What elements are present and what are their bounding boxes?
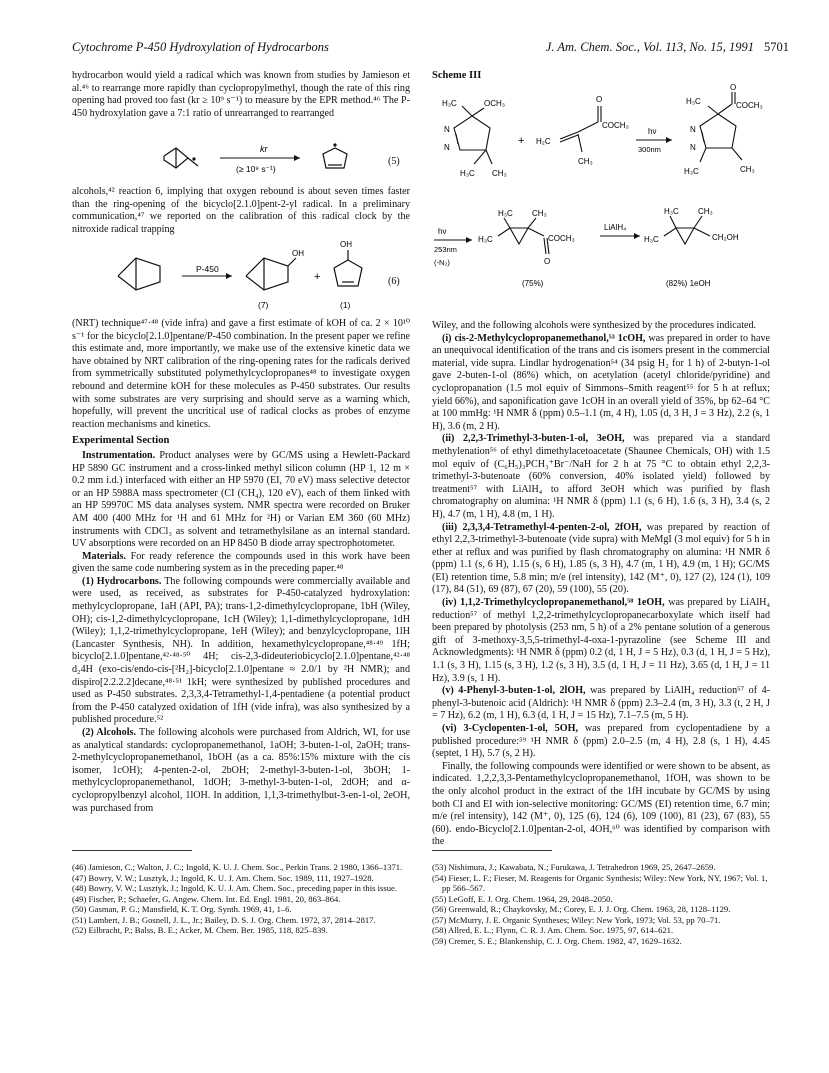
chem-label: O: [730, 84, 737, 92]
compound-number-7: (7): [258, 300, 269, 310]
run-in-heading: Materials.: [82, 550, 127, 562]
section-heading: Experimental Section: [72, 435, 170, 447]
hydroxyl-label: OH: [340, 240, 352, 249]
paragraph: Finally, the following compounds were identified or were shown to be absent, as indicated. 1,2,2,3,3-Pentamethylcyclopropanemethanol, 1fOH, was shown to be the only alcohol product in the extract of the 1fH incubate by GC/MS by using both CI and EI with ion-selective monitoring: GC/MS (EI) retention time, 6.7 min; m/e (rel intensity), 142 (M⁺, 0), 125 (6), 124 (6), 109 (100), 81 (23), 67 (83), 55 (60). endo-Bicyclo[2.1.0]pentan-2-ol, 4OH,⁶⁰ was identified by comparison with the: [432, 760, 770, 848]
hydrocarbons-paragraph: [72, 576, 410, 727]
paragraph-text: was prepared in order to have an unequivocal identification of the trans and cis isomers present in the commercial material, vide supra. Lindlar hydrogenation⁵⁴ (34 psig H₂ for 1 h) of 2-butyn-1-ol gave 2-buten-1-ol (86%) which, on acetylation (acetyl chloride/pyridine) and cyclopropanation (1.5 mol equiv of Simmons–Smith reagent⁵⁵ for 5 h at reflux; yield 66%), and saponification gave 1cOH in an overall yield of 35%, bp 62–64 °C at 100 mmHg: ¹H NMR δ (ppm) 0.5–1.1 (m, 4 H), 1.05 (d, 3 H, J = 3 Hz), 2.2 (s, 1 H), 3.6 (m, 2 H).: [432, 332, 770, 432]
chem-label: H₃C: [442, 99, 457, 108]
condition-label: hν: [648, 127, 657, 136]
intro-paragraph-3: [72, 318, 410, 815]
chem-label: OCH₃: [484, 99, 506, 108]
synthesis-v: [432, 685, 770, 723]
reference-item: (53) Nishimura, J.; Kawabata, N.; Furukawa, J. Tetrahedron 1969, 25, 2647–2659.: [432, 862, 716, 872]
equation-6-scheme: [100, 236, 400, 316]
arrowhead: [666, 137, 672, 143]
arrowhead: [294, 155, 300, 161]
scheme-iii-figure: [432, 84, 772, 312]
paragraph: Wiley, and the following alcohols were synthesized by the procedures indicated.: [432, 320, 757, 331]
arrowhead: [466, 237, 472, 243]
radical-dot: [192, 157, 195, 160]
reagent-p450-label: P-450: [196, 264, 219, 274]
running-title: Cytochrome P-450 Hydroxylation of Hydrocarbons: [72, 40, 329, 54]
alcohols-paragraph: [72, 727, 410, 815]
chem-label: H₃C: [644, 235, 659, 244]
reference-item: (51) Lambert, J. B.; Gosnell, J. L., Jr.; Bailey, D. S. J. Org. Chem. 1972, 37, 2814–2817.: [72, 914, 376, 925]
references-right: [432, 862, 770, 946]
reference-item: (56) Greenwald, R.; Chaykovsky, M.; Corey, E. J. J. Org. Chem. 1963, 28, 1128–1129.: [432, 904, 731, 914]
reference-item: (48) Bowry, V. W.; Lusztyk, J.; Ingold, K. U. J. Am. Chem. Soc., preceding paper in this issue.: [72, 883, 397, 893]
paragraph: (NRT) technique⁴⁷·⁴⁸ (vide infra) and gave a first estimate of kOH of ca. 2 × 10¹⁰ s⁻¹ for the bicyclo[2.1.0]pentane/P-450 combination. In the present paper we refine this estimate and, more importantly, we make use of the extensive kinetic data we have obtained by NRT calibration of the ring-opening rates for the radicals derived from symmetrically substituted polymethylcyclopropanes⁴⁸ to investigate oxygen rebound and determine kOH for these molecules as P-450 substrates. Our results with some substrates are very surprising and should serve as a warning which, hopefully, will prevent the uncritical use of radical clocks as probes of enzyme reaction mechanisms and kinetics.: [72, 318, 410, 430]
run-in-heading: (iv) 1,1,2-Trimethylcyclopropanemethanol,⁵⁸ 1eOH,: [442, 597, 665, 609]
reference-item: (58) Allred, E. L.; Flynn, C. R. J. Am. Chem. Soc. 1975, 97, 614–621.: [432, 925, 674, 935]
chem-label: O: [596, 95, 603, 104]
arrowhead: [634, 233, 640, 239]
paragraph-text: For ready reference the compounds used in this work have been given the same code numbering system as in the preceding paper.⁴⁸: [72, 550, 410, 575]
equation-number-6: (6): [388, 276, 400, 287]
radical-dot: [333, 143, 336, 146]
journal-name: J. Am. Chem. Soc., Vol. 113, No. 15, 1991: [545, 40, 754, 54]
run-in-heading: (iii) 2,3,3,4-Tetramethyl-4-penten-2-ol, 2fOH,: [442, 521, 642, 533]
reference-item: (46) Jamieson, C.; Walton, J. C.; Ingold, K. U. J. Chem. Soc., Perkin Trans. 2 1980, 1366–1371.: [72, 862, 403, 872]
instrumentation-paragraph: [72, 450, 410, 551]
equation-5-scheme: [150, 138, 420, 184]
intro-paragraph-2: [72, 186, 410, 236]
condition-label: 300nm: [638, 145, 661, 154]
page-number: 5701: [764, 40, 789, 54]
yield-label: (75%): [522, 279, 544, 288]
plus-sign: +: [314, 271, 321, 283]
compound-number-1: (1): [340, 300, 351, 310]
run-in-heading: (1) Hydrocarbons.: [82, 575, 162, 587]
paragraph: hydrocarbon would yield a radical which was known from studies by Jamieson et al.⁴⁶ to rearrange more rapidly than cyclopropylmethyl, though the rate of this ring opening had proved too fast (kr ≥ 10⁹ s⁻¹) to measure by the EPR method.⁴⁶ The P-450 hydroxylation gave a 7:1 ratio of unrearranged to rearranged: [72, 70, 410, 119]
synthesis-i: [432, 333, 770, 434]
run-in-heading: (i) cis-2-Methylcyclopropanemethanol,⁵³ 1cOH,: [442, 332, 646, 344]
cyclopropylmethanol-structure: [664, 216, 710, 244]
run-in-heading: (v) 4-Phenyl-3-buten-1-ol, 2lOH,: [442, 685, 586, 697]
chem-label: N: [444, 125, 450, 134]
synthesis-iv: [432, 597, 770, 685]
chem-label: H₃C: [498, 209, 513, 218]
plus-sign: +: [518, 135, 525, 147]
chem-label: CH₃: [578, 157, 593, 166]
chem-label: H₂C: [536, 137, 551, 146]
chem-label: H₃C: [478, 235, 493, 244]
reagent-label: LiAlH₄: [604, 223, 627, 232]
run-in-heading: (ii) 2,2,3-Trimethyl-3-buten-1-ol, 3eOH,: [442, 433, 625, 445]
reference-item: (49) Fischer, P.; Schaefer, G. Angew. Chem. Int. Ed. Engl. 1981, 20, 863–864.: [72, 893, 341, 904]
intro-paragraph-1: [72, 70, 410, 120]
chem-label: CH₃: [532, 209, 547, 218]
chem-label: N: [690, 143, 696, 152]
journal-citation: [546, 40, 789, 55]
chem-label: CH₃: [698, 207, 713, 216]
paragraph-text: The following alcohols were purchased from Aldrich, WI, for use as analytical standards: cyclopropanemethanol, 1aOH; 3-buten-1-ol, 2aOH; trans-2-methylcyclopropanemethanol, 1bOH (as a ca. 85%:15% mixture with the cis isomer, 1cOH); 4-penten-2-ol, 2bOH; 2-methyl-3-buten-1-ol, 3bOH; 1-methylcyclopropanemethanol, 1dOH; 3-methyl-3-buten-1-ol, 2dOH; and α-cyclopropylbenzyl alcohol, 1lOH. In addition, 1,1,3-trimethylbut-3-en-1-ol, 2eOH, was purchased from: [72, 727, 410, 814]
reference-item: (50) Gasman, P. G.; Mansfield, K. T. Org. Synth. 1969, 41, 1–6.: [72, 904, 292, 914]
condition-label: 253nm: [434, 245, 457, 254]
chem-label: CH₃: [740, 165, 755, 174]
paragraph-text: was prepared from cyclopentadiene by a published procedure:⁵⁹ ¹H NMR δ (ppm) 2.0–2.5 (m, 4 H), 2.8 (s, 1 H), 4.45 (septet, 1 H), 5.7 (s, 2 H).: [432, 723, 770, 760]
chem-label: CH₃: [492, 169, 507, 178]
cyclopropyl-ketone-structure: [498, 218, 549, 254]
condition-label: (-N₂): [434, 258, 450, 267]
chem-label: O: [544, 257, 551, 266]
scheme-title: Scheme III: [432, 70, 482, 81]
chem-label: H₃C: [664, 207, 679, 216]
chem-label: H₃C: [684, 167, 699, 176]
arrowhead: [226, 273, 232, 279]
cyclopentenylmethyl-radical-structure: [323, 148, 347, 168]
chem-label: H₃C: [686, 97, 701, 106]
equation-number-5: (5): [388, 156, 400, 167]
materials-paragraph: [72, 551, 410, 576]
bicyclopentanol-structure: [246, 258, 296, 290]
yield-label: (82%) 1eOH: [666, 279, 711, 288]
chem-label: COCH₃: [602, 121, 629, 130]
synthesis-vi: [432, 723, 770, 761]
paragraph-text: was prepared via a standard methylenation⁵⁶ of ethyl dimethylacetoacetate (Shaunee Chemicals, OH) with 1.5 mol equiv of (C₆H₅)₃PCH₃⁺Br⁻/NaH for 2 h at 75 °C to obtain ethyl 2,2,3-trimethyl-3-butenoate (60% conversion, 40% isolated yield) followed by treatment⁵⁷ with LiAlH₄ to afford 3eOH which was purified by flash chromatography on alumina: ¹H NMR δ (ppm) 1.1 (s, 6 H), 1.6 (s, 3 H), 3.4 (s, 2 H), 4.7 (m, 1 H), 4.8 (m, 1 H).: [432, 433, 770, 520]
footnote-rule: [72, 850, 192, 851]
reference-item: (57) McMurry, J. E. Organic Syntheses; Wiley: New York, 1973; Vol. 53, pp 70–71.: [432, 914, 721, 925]
chem-label: N: [690, 125, 696, 134]
chem-label: N: [444, 143, 450, 152]
hydroxyl-label: OH: [292, 249, 304, 258]
right-column-text: [432, 320, 770, 849]
footnote-rule: [432, 850, 552, 851]
methyl-vinyl-ketone-structure: [560, 106, 601, 152]
chem-label: COCH₃: [548, 234, 575, 243]
paragraph-text: was prepared by LiAlH₄ reduction⁵⁷ of 4-phenyl-3-butenoic acid (Aldrich): ¹H NMR δ (ppm) 2.3–2.4 (m, 3 H), 3.3 (t, 2 H, J = 7 Hz), 6.2 (m, 1 H), 6.3 (d, 1 H, J = 15 Hz), 7.1–7.5 (m, 5 H).: [432, 685, 770, 722]
chem-label: H₃C: [460, 169, 475, 178]
run-in-heading: Instrumentation.: [82, 449, 156, 461]
paragraph-text: was prepared by reaction of ethyl 2,2,3-trimethyl-3-butenoate (vide supra) with MeMgI (3 mol equiv) for 5 h in ether at reflux and was purified by flash chromatography on alumina: ¹H NMR δ (ppm) 1.1 (s, 6 H), 1.15 (s, 6 H), 1.85 (s, 3 H), 4.7 (m, 1 H), 4.9 (m, 1 H); GC/MS (EI) retention time, 5.8 min; m/e (rel intensity), 142 (M⁺, 0), 127 (2), 124 (1), 109 (17), 84 (51), 69 (87), 67 (20), 59 (100), 55 (20).: [432, 521, 770, 596]
reference-item: (54) Fieser, L. F.; Fieser, M. Reagents for Organic Synthesis; Wiley: New York, NY, 1967; Vol. 1, pp 566–567.: [432, 872, 768, 893]
cyclopentenol-structure: [334, 250, 362, 286]
paragraph-text: Product analyses were by GC/MS using a Hewlett-Packard HP 5890 GC instrument and a cross-linked methyl silicon column (HP 1, 12 m × 0.2 mm i.d.) interfaced with either an HP 5970 (EI, 70 eV) mass selective detector or an HP 5988A mass spectrometer (CI (CH₄), 120 eV), each of them linked with an HP 59970C MS data analyses system. NMR spectra were recorded on Bruker AM 400 (400 MHz for ¹H and 61 MHz for ²H) or Varian EM 360 (60 MHz) instruments with CDCl₃ as solvent and tetramethylsilane as an internal standard. UV absorptions were recorded on an HP 8450 B diode array spectrophotometer.: [72, 449, 410, 550]
run-in-heading: (vi) 3-Cyclopenten-1-ol, 5OH,: [442, 723, 578, 734]
reference-item: (52) Eilbracht, P.; Balss, B. E.; Acker, M. Chem. Ber. 1985, 118, 825–839.: [72, 925, 328, 935]
paragraph-text: The following compounds were commercially available and were used, as received, as substrates for P-450-catalyzed hydroxylation: methylcyclopropane, 1aH (API, PA); trans-1,2-dimethylcyclopropane, 1bH (Wiley, OH); cis-1,2-dimethylcyclopropane, 1cH (Wiley); 1,1-dimethylcyclopropane, 1dH (Wiley); 1,1,2-trimethylcyclopropane, 1eH (Wiley); and benzylcyclopropane, 1lH (Lancaster Synthesis, NH). In addition, hexamethylcyclopropane,⁴⁸·⁴⁹ 1fH; bicyclo[2.1.0]pentane,⁴²·⁴⁸·⁵⁰ 4H; cis-2,3-dideuteriobicyclo[2.1.0]pentane,⁴²·⁴⁸ d₂4H (exo-cis/endo-cis-[²H₂]-bicyclo[2.1.0]pentane ≈ 2.0/1 by ²H NMR); and dispiro[2.2.2.2]decane,⁴⁸·⁵¹ 1kH; were synthesized by published procedures and used as P-450 substrates. 2,3,3,4-Tetramethyl-1,4-pentadiene (a potential product from the P-450 catalyzed oxidation of 1fH (vide infra), was also synthesized by a published procedure.⁵²: [72, 575, 410, 726]
synthesis-iii: [432, 522, 770, 598]
oxadiazoline-structure: [454, 106, 492, 164]
reference-item: (47) Bowry, V. W.; Lusztyk, J.; Ingold, K. U. J. Am. Chem. Soc. 1989, 111, 1927–1928.: [72, 872, 374, 883]
bicyclopentane-structure: [118, 258, 160, 290]
chem-label: CH₂OH: [712, 233, 739, 242]
reference-item: (59) Cremer, S. E.; Blankenship, C. J. Org. Chem. 1982, 47, 1629–1632.: [432, 935, 682, 946]
paragraph-text: was prepared by LiAlH₄ reduction⁵⁷ of methyl 1,2,2-trimethylcyclopropanecarboxylate which itself had been prepared by photolysis (253 nm, 5 h) of a 2% pentane solution of a generous gift of 3-methoxy-3,5,5-trimethyl-4-oxa-1-pyrazoline (see Scheme III and Acknowledgments): ¹H NMR δ (ppm) 0.2 (d, 1 H, J = 5 Hz), 0.3 (d, 1 H, J = 5 Hz), 1.1 (s, 3 H), 1.15 (s, 3 H), 1.2 (s, 3 H), 3.5 (d, 1 H, J = 11 Hz), 3.65 (d, 1 H, J = 11 Hz), 3.9 (s, 1 H).: [432, 597, 770, 684]
synthesis-ii: [432, 433, 770, 521]
rate-constant-label: kr: [260, 144, 268, 154]
condition-label: hν: [438, 227, 447, 236]
references-left: [72, 862, 410, 936]
paragraph: alcohols,⁴² reaction 6, implying that oxygen rebound is about seven times faster than the ring-opening of the bicyclo[2.1.0]pent-2-yl radical. In a preliminary communication,⁴⁷ we reported on the calibration of this radical clock by the nitroxide radical trapping: [72, 186, 410, 235]
run-in-heading: (2) Alcohols.: [82, 727, 136, 738]
rate-value-label: (≥ 10⁹ s⁻¹): [236, 164, 276, 174]
reference-item: (55) LeGoff, E. J. Org. Chem. 1964, 29, 2048–2050.: [432, 893, 613, 904]
chem-label: COCH₃: [736, 101, 763, 110]
